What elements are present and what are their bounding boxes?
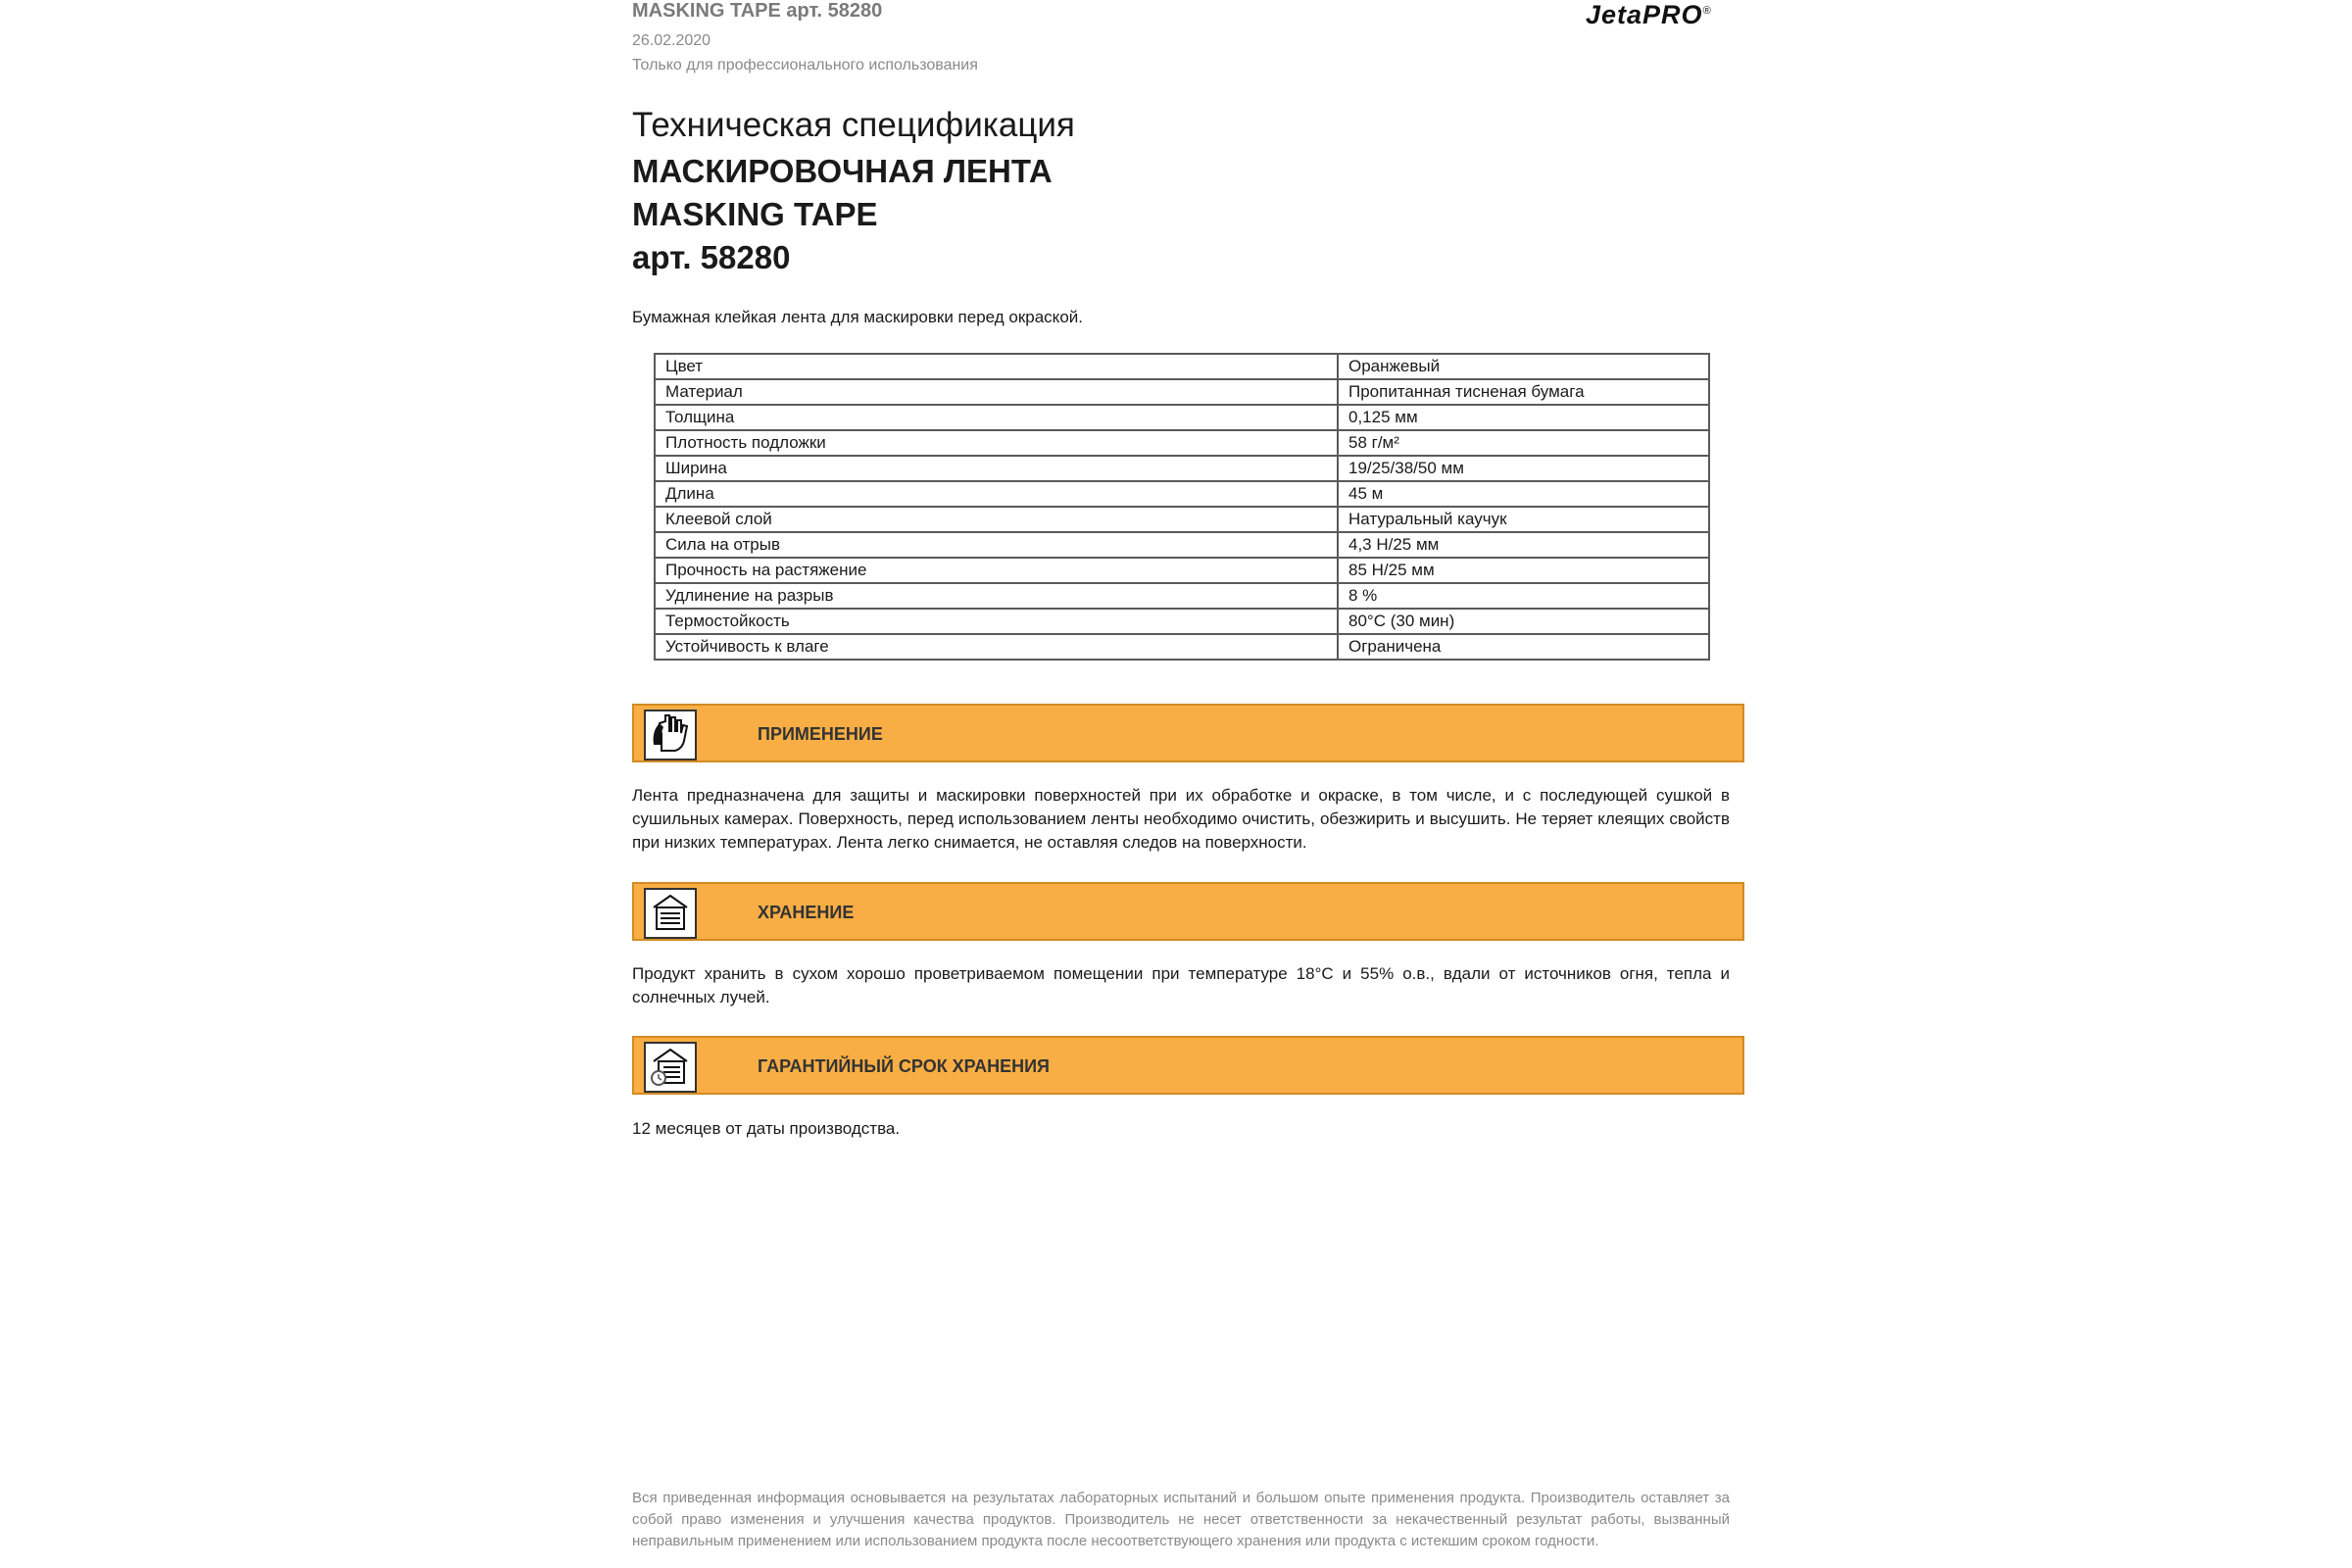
product-article: арт. 58280: [632, 239, 791, 275]
section-storage-header: [632, 882, 1744, 941]
spec-value: 4,3 Н/25 мм: [1338, 532, 1709, 558]
spec-value: 45 м: [1338, 481, 1709, 507]
spec-value: Ограничена: [1338, 634, 1709, 660]
table-row: [655, 583, 1709, 609]
section-application-text: Лента предназначена для защиты и маскировки поверхностей при их обработке и окраске, в том числе, и с последующей сушкой в сушильных камерах. Поверхность, перед использованием ленты необходимо очистить, обезжирить и высушить. Не теряет клеящих свойств при низких температурах. Лента легко снимается, не оставляя следов на поверхности.: [632, 786, 1730, 852]
spec-value: 0,125 мм: [1338, 405, 1709, 430]
table-row: [655, 634, 1709, 660]
section-application-title: ПРИМЕНЕНИЕ: [758, 724, 883, 744]
disclaimer-footer: Вся приведенная информация основывается на результатах лабораторных испытаний и большом опыте применения продукта. Производитель оставляет за собой право изменения и улучшения качества продуктов. Производитель не несет ответственности за некачественный результат работы, вызванный неправильным применением или использованием продукта после несоответствующего хранения или продукта с истекшим сроком годности.: [632, 1490, 1730, 1549]
table-row: [655, 379, 1709, 405]
table-row: [655, 609, 1709, 634]
logo-registered-mark: ®: [1702, 5, 1712, 17]
spec-param: Ширина: [655, 456, 1338, 481]
header-product-title: MASKING TAPE арт. 58280: [632, 0, 883, 22]
spec-param: Прочность на растяжение: [655, 558, 1338, 583]
spec-value: 85 Н/25 мм: [1338, 558, 1709, 583]
table-row: [655, 354, 1709, 379]
table-row: [655, 456, 1709, 481]
logo-text: JetaPRO: [1586, 0, 1703, 29]
header-usage-note: Только для профессионального использования: [632, 57, 978, 74]
section-application-header: [632, 704, 1744, 762]
spec-value: 58 г/м²: [1338, 430, 1709, 456]
spec-param: Толщина: [655, 405, 1338, 430]
section-storage-title: ХРАНЕНИЕ: [758, 903, 855, 922]
spec-value: 80°С (30 мин): [1338, 609, 1709, 634]
spec-value: 8 %: [1338, 583, 1709, 609]
header-date: 26.02.2020: [632, 32, 711, 49]
spec-value: 19/25/38/50 мм: [1338, 456, 1709, 481]
table-row: [655, 558, 1709, 583]
product-name-en: MASKING TAPE: [632, 196, 878, 232]
table-row: [655, 507, 1709, 532]
warehouse-icon: [644, 888, 697, 939]
table-row: [655, 405, 1709, 430]
document-type: Техническая спецификация: [632, 106, 1075, 144]
product-name-ru: МАСКИРОВОЧНАЯ ЛЕНТА: [632, 153, 1053, 189]
section-shelf-life-header: [632, 1036, 1744, 1095]
section-storage-text: Продукт хранить в сухом хорошо проветриваемом помещении при температуре 18°С и 55% о.в., вдали от источников огня, тепла и солнечных лучей.: [632, 964, 1730, 1006]
spec-param: Удлинение на разрыв: [655, 583, 1338, 609]
hand-icon: [644, 710, 697, 760]
spec-value: Натуральный каучук: [1338, 507, 1709, 532]
spec-table: [654, 353, 1710, 661]
spec-value: Пропитанная тисненая бумага: [1338, 379, 1709, 405]
section-shelf-life-title: ГАРАНТИЙНЫЙ СРОК ХРАНЕНИЯ: [758, 1056, 1050, 1076]
spec-value: Оранжевый: [1338, 354, 1709, 379]
table-row: [655, 481, 1709, 507]
spec-param: Сила на отрыв: [655, 532, 1338, 558]
brand-logo: [1586, 0, 1712, 30]
spec-param: Цвет: [655, 354, 1338, 379]
spec-param: Устойчивость к влаге: [655, 634, 1338, 660]
product-intro: Бумажная клейкая лента для маскировки перед окраской.: [632, 308, 1083, 326]
table-row: [655, 430, 1709, 456]
spec-param: Плотность подложки: [655, 430, 1338, 456]
table-row: [655, 532, 1709, 558]
section-shelf-life-text: 12 месяцев от даты производства.: [632, 1119, 901, 1138]
warehouse-clock-icon: [644, 1042, 697, 1093]
spec-param: Клеевой слой: [655, 507, 1338, 532]
spec-param: Материал: [655, 379, 1338, 405]
spec-param: Термостойкость: [655, 609, 1338, 634]
spec-param: Длина: [655, 481, 1338, 507]
